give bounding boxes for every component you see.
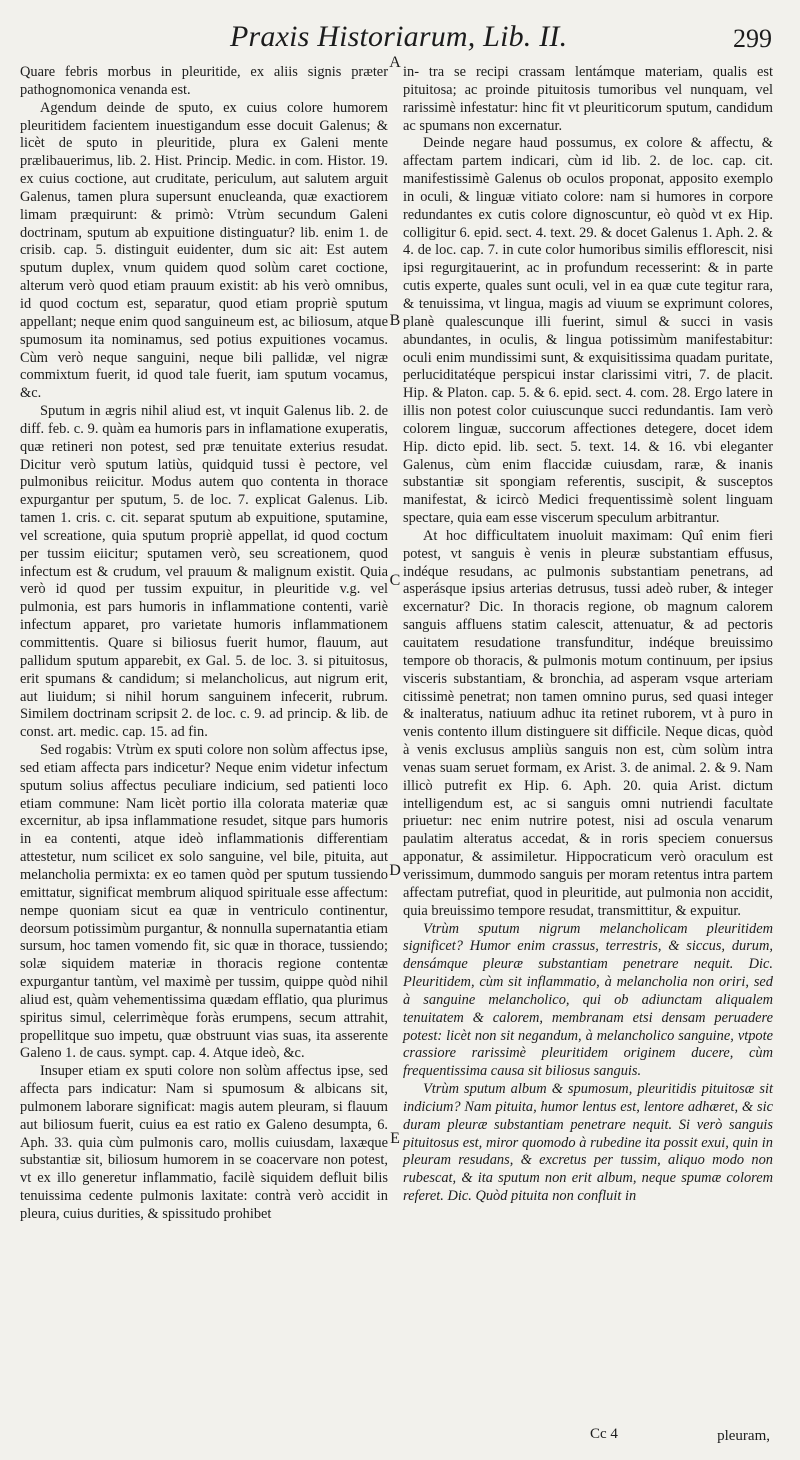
right-paragraph-1: in- tra se recipi crassam lentámque materiam, qualis est pituitosa; ac proinde pituitosis tumoribus vel nunquam, vel rarissimè infestatur: hinc fit vt pleuriticorum sputum, candidum ac spumans non excernatur.: [403, 64, 773, 134]
left-paragraph-5: Insuper etiam ex sputi colore non solùm affectus ipse, sed affecta pars indicatur: Nam si spumosum & albicans sit, pulmonem laborare significat: magis autem pleuram, si flauum aut biliosum fuerit, cuius ea est ratio ex Galeno desumpta, 6. Aph. 33. quia cùm pulmonis caro, mollis cuiusdam, laxæque substantiæ sit, biliosum humorem in se coacervare non potest, vt ex illo generetur inflammatio, facilè siquidem defluit bilis tenuissima cedente pulmonis laxitate: contrà verò accidit in pleura, cuius durities, & spissitudo prohibet: [20, 1063, 388, 1222]
left-paragraph-2: Agendum deinde de sputo, ex cuius colore humorem pleuritidem facientem inuestigandum esse docuit Galenus; & licèt de sputo in pleuritide, plura ex Galeni mente prælibauerimus, lib. 2. Hist. Princip. Medic. in com. Histor. 19. ex cuius coctione, aut cruditate, periculum, aut salutem arguit Galenus, tamen plura supersunt enucleanda, quæ exactiorem limam præquirunt: & primò: Vtrùm secundum Galeni doctrinam, sputum ab expuitione distinguatur? lib. enim 1. de crisib. cap. 5. distinguit euidenter, dum sic ait: Est autem sputum duplex, vnum quidem quod solùm caret coctione, alterum verò quod etiam prauum existit: ab his verò omnibus, id quod coctum est, separatur, quod etiam propriè sputum appellant; neque enim quod sanguineum est, ac biliosum, atque spumosum ita nominamus, sed potius expuitiones vocamus. Cùm verò neque sanguini, neque bili pallidæ, vel nigræ commixtum fuerit, id quod tale fuerit, iam sputum vocamus, &c.: [20, 99, 388, 402]
margin-letter-e: E: [390, 1130, 400, 1147]
left-column: [20, 64, 388, 1224]
right-column: [403, 64, 773, 1206]
catchword: pleuram,: [717, 1428, 770, 1444]
right-paragraph-4: Vtrùm sputum nigrum melancholicam pleuritidem significet? Humor enim crassus, terrestris, & siccus, durum, densámque pleuræ substantiam penetrare nequit. Dic. Pleuritidem, cùm sit inflammatio, à melancholia non oriri, sed à sanguine melancholico, qui ob adiunctam aliqualem tenuitatem & calorem, membranam etsi densam peruadere potest: licèt non sit negandum, à melancholico sanguine, vtpote crassiore rarissimè pleuritidem originem ducere, cùm frequentissima causa sit biliosus sanguis.: [403, 920, 773, 1080]
right-paragraph-3: At hoc difficultatem inuoluit maximam: Quî enim fieri potest, vt sanguis è venis in pleuræ substantiam effusus, indéque resudans, ac pulmonis substantiam penetrans, ad asperásque ipsius arterias detrusus, tussi adeò ruber, & integer excernatur? Dic. In thoracis regione, ob magnum calorem sanguis affluens statim calescit, attenuatur, & ad pectoris cauitatem resudatione transfunditur, indéque breuissimo tempore ob thoracis, & pulmonis motum continuum, per ipsius visceris substantiam, & bronchia, ad asperam vsque arteriam citissimè penetrat; non tamen omnino purus, sed quasi integer & inalteratus, natiuum adhuc ita retinet ruborem, vt à puro in venis contento illum distinguere sit difficile. Neque dicas, quòd à venis exclusus ampliùs sanguis non est, cùm solùm intra venas suam seruet formam, ex Arist. 3. de animal. 2. & 9. Nam illicò putrefit ex Hip. 6. Aph. 20. quia Arist. dictum intelligendum est, ac si sanguis omni nutriendi facultate priuetur: nec enim nutrire potest, nisi ad oscula venarum paulatim alteratus accedat, & in roris speciem conuersus apponatur, & assimiletur. Hippocraticum verò oraculum est verissimum, dummodo sanguis per moram retentus intra partem affectam putrefiat, quod in pleuritide, aut pulmonia non accidit, quia breuissimo tempore resudat, transmittitur, & expuitur.: [403, 527, 773, 919]
right-paragraph-5: Vtrùm sputum album & spumosum, pleuritidis pituitosæ sit indicium? Nam pituita, humor lentus est, lentore adhæret, & sic duram pleuræ substantiam penetrare nequit. Si verò sanguis pituitosus est, miror quomodo à rubedine ita possit exui, quin in pleuram resudans, & excretus per tussim, aliquo modo non rubescat, & ita sputum non erit album, neque spumæ colorem referet. Dic. Quòd pituita non confluit in: [403, 1081, 773, 1205]
margin-letter-a: A: [389, 54, 401, 71]
margin-letter-b: B: [389, 312, 401, 329]
margin-letter-c: C: [389, 572, 401, 589]
left-paragraph-1: Quare febris morbus in pleuritide, ex aliis signis præter pathognomonica venanda est.: [20, 64, 388, 98]
left-paragraph-3: Sputum in ægris nihil aliud est, vt inquit Galenus lib. 2. de diff. feb. c. 9. quàm ea humoris pars in inflamatione exuperatis, quæ retineri non potest, sed præ tenuitate exterius resudat. Dicitur verò sputum latiùs, quidquid tussi è pectore, vel pulmonibus reiicitur. Modus autem quo contenta in thorace expurgantur per sputum, 5. de loc. 7. explicat Galenus. Lib. tamen 1. cris. c. cit. separat sputum ab expuitione, sputamine, vel screatione, quia sputum propriè appellat, id quod coctum per tussim eiicitur; sputamen verò, seu screationem, quod infectum est & crudum, vel prauum & malignum existit. Quia verò id quod per tussim expuitur, in pleuritide v.g. vel pulmonia, est pars humoris in inflammatione contenti, variè infectum apparet, pro varietate humoris inflammationem committentis. Quare si biliosus fuerit humor, flauum, aut pallidum sputum apparebit, ex Gal. 5. de loc. 3. si pituitosus, erit spumans & candidum; si melancholicus, aut nigrum erit, aut liuidum; si nihil horum sanguinem infecerit, rubrum. Similem doctrinam scripsit 2. de loc. c. 9. ad princip. & lib. de const. art. medic. cap. 15. ad fin.: [20, 403, 388, 741]
page-number: 299: [733, 24, 772, 53]
left-paragraph-4: Sed rogabis: Vtrùm ex sputi colore non solùm affectus ipse, sed etiam affecta pars indicetur? Neque enim videtur infectum sputum solius affectus peculiare indicium, sed patienti loco etiam commune: Nam licèt portio illa colorata materiæ quæ excernitur, ab ipsa inflammatione resudet, sitque pars humoris in ea contenti, atque ideò inflammationis differentiam attestetur, num scilicet ex solo sanguine, vel bile, pituita, aut melancholia permixta: ex eo tamen quòd per sputum tussiendo emittatur, significat membrum aliquod spirituale esse affectum: nempe quoniam sicut ea quæ in ventriculo continentur, deorsum potissimùm purgantur, & nonnulla supernatantia etiam sursum, hoc tamen vomendo fit, sic quæ in thorace, tussiendo; solæ siquidem materiæ in thoracis regione contentæ expurgantur tantùm, vel maximè per tussim, quippe quòd nihil aliud est, quàm vehementissima quædam efflatio, qua plurimus spiritus simul, celerrimèque foràs erumpens, secum attrahit, propellitque suo impetu, quæ obstruunt vias suas, ita asserente Galeno 1. de caus. sympt. cap. 4. Atque ideò, &c.: [20, 742, 388, 1062]
running-title: Praxis Historiarum, Lib. II.: [230, 20, 568, 53]
right-paragraph-2: Deinde negare haud possumus, ex colore & affectu, & affectam partem indicari, cùm id lib. 2. de loc. cap. cit. manifestissimè Galenus ob oculos proponat, apposito exemplo in oculi, & linguæ vitiato colore: nam si humores in corpore redundantes ex cutis colore dignoscuntur, eò quòd vt ex Hip. colligitur 6. epid. sect. 4. text. 29. & docet Galenus 1. Aph. 2. & 4. de loc. cap. 7. in cute color humoribus similis efflorescit, nisi ipsi regurgitauerint, ac in profundum recesserint: & in parte cutis experte, quales sunt oculi, vel in ea quæ cute tegitur rara, & tenuissima, vt lingua, magis ad viuum se exprimunt colores, planè qualescunque illi fuerint, simul & succi in vasis abundantes, in oculis, & lingua potissimùm manifestabitur: oculi enim mundissimi sunt, & exquisitissima quadam puritate, perluciditatéque perspicui instar clarissimi vitri, 7. de placit. Hip. & Platon. cap. 5. & 6. epid. sect. 4. com. 28. Ergo latere in illis non potest color cuiuscunque succi redundantis. Iam verò colorem linguæ, succorum affectiones detegere, docet idem Hip. dicto epid. lib. sect. 5. text. 14. & 16. vbi eleganter Galenus, cùm enim flaccidæ cuiusdam, raræ, & inanis substantiæ sit spongiam referentis, suscipit, & susceptos manifestat, & icircò Medici frequentissimè solent linguam spectare, quia eam esse viscerum speculum arbitrantur.: [403, 135, 773, 527]
margin-letter-d: D: [389, 862, 401, 879]
signature-mark: Cc 4: [590, 1426, 618, 1442]
